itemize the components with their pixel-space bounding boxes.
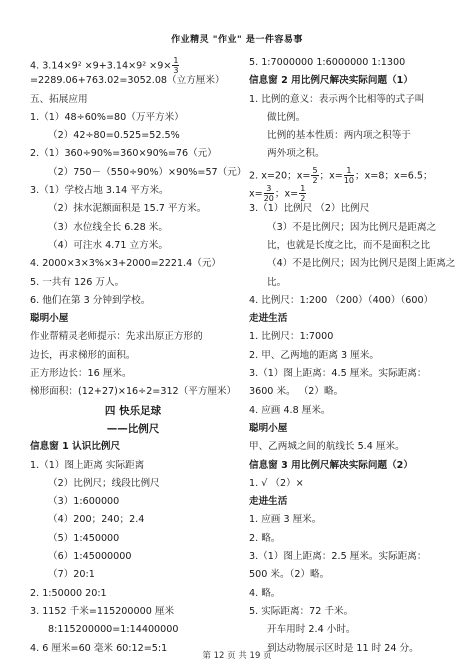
section-heading: 聪明小屋: [30, 313, 69, 325]
answer-line: 2. 略。: [249, 532, 281, 544]
answer-line: 3600 米。 （2）略。: [249, 386, 344, 398]
answer-line: 6. 他们在第 3 分钟到学校。: [30, 294, 151, 306]
answer-line: （2）42÷80=0.525=52.5%: [48, 130, 180, 142]
answer-line: 3. 1152 千米=115200000 厘米: [30, 605, 175, 617]
section-heading: 信息窗 1 认识比例尺: [30, 441, 121, 453]
answer-line: 边长，再求梯形的面积。: [30, 349, 136, 361]
answer-line: 到达动物展示区时是 11 时 24 分。: [267, 642, 419, 654]
answer-line: 开车用时 2.4 小时。: [267, 624, 356, 636]
page-header: 作业精灵 "作业" 是一件容易事: [171, 35, 303, 45]
answer-line: 5. 一共有 126 万人。: [30, 276, 125, 288]
answer-line: 正方形边长：16 厘米。: [30, 368, 132, 380]
section-heading: 走进生活: [249, 313, 288, 325]
answer-line: 3.（1）图上距离：2.5 厘米。实际距离：: [249, 551, 427, 563]
answer-line: 2. x=20；x= $\frac{5}{2}$ ；x= $\frac{1}{10}$ ；x=8；x=6.5；: [249, 165, 433, 185]
answer-line: 做比例。: [267, 111, 306, 123]
answer-line: 1.（1）图上距离 实际距离: [30, 459, 145, 471]
answer-line: x= $\frac{3}{20}$ ；x= $\frac{1}{2}$: [249, 184, 306, 204]
page-footer: 第 12 页 共 19 页: [202, 651, 272, 661]
answer-line: =2289.06+763.02=3052.08（立方厘米）: [30, 75, 225, 87]
fraction: $\frac{3}{20}$: [263, 184, 274, 204]
answer-line: 2. 1:50000 20:1: [30, 587, 107, 599]
section-heading: 信息窗 3 用比例尺解决实际问题（2）: [249, 459, 413, 471]
answer-line: 8:115200000=1:14400000: [48, 624, 179, 636]
answer-line: （4）可注水 4.71 立方米。: [48, 239, 168, 251]
answer-line: （4）200；240；2.4: [48, 514, 145, 526]
answer-line: （3）1:600000: [48, 496, 120, 508]
answer-line: （3）不是比例尺；因为比例尺是距离之: [267, 221, 437, 233]
answer-line: 3.（1）比例尺 （2）比例尺: [249, 203, 370, 215]
answer-line: 4. 2000×3×3%×3+2000=2221.4（元）: [30, 258, 222, 270]
answer-line: （5）1:450000: [48, 532, 120, 544]
section-heading: 五、拓展应用: [30, 93, 88, 105]
answer-line: 作业帮精灵老师提示：先求出原正方形的: [30, 331, 203, 343]
answer-line: （7）20:1: [48, 569, 95, 581]
section-heading: 信息窗 2 用比例尺解决实际问题（1）: [249, 75, 413, 87]
answer-line: 2.（1）360÷90%=360×90%=76（元）: [30, 148, 217, 160]
chapter-title: 四 快乐足球: [104, 404, 162, 417]
answer-line: 5. 实际距离：72 千米。: [249, 605, 354, 617]
answer-line: 梯形面积：(12+27)×16÷2=312（平方厘米）: [30, 386, 237, 398]
answer-line: 甲、乙两城之间的航线长 5.4 厘米。: [249, 441, 405, 453]
answer-line: 4. 略。: [249, 587, 281, 599]
answer-line: （2）750－（550÷90%）×90%=57（元）: [48, 166, 247, 178]
answer-line: 5. 1:7000000 1:6000000 1:1300: [249, 57, 406, 68]
answer-line: 4. 应画 4.8 厘米。: [249, 404, 331, 416]
answer-line: （2）比例尺；线段比例尺: [48, 477, 160, 489]
answer-line: 500 米。（2）略。: [249, 569, 330, 581]
right-column: [249, 56, 456, 660]
answer-line: （4）不是比例尺；因为比例尺是图上距离之: [267, 258, 456, 270]
answer-line: 1.（1）48÷60%=80（万平方米）: [30, 111, 184, 123]
answer-line: 1. 应画 3 厘米。: [249, 514, 322, 526]
answer-line: （6）1:45000000: [48, 551, 132, 563]
answer-line: 3.（1）图上距离：4.5 厘米。实际距离：: [249, 368, 427, 380]
answer-line: 2. 甲、乙两地的距离 3 厘米。: [249, 349, 379, 361]
answer-line: 比例的基本性质：两内项之积等于: [267, 130, 411, 142]
fraction: $\frac{1}{2}$: [300, 184, 306, 204]
section-heading: 聪明小屋: [249, 422, 288, 434]
section-heading: 走进生活: [249, 496, 288, 508]
answer-line: 1. 比例的意义：表示两个比相等的式子叫: [249, 93, 425, 105]
answer-line: 4. 6 厘米=60 毫米 60:12=5:1: [30, 642, 168, 654]
answer-line: 1. 比例尺：1:7000: [249, 331, 334, 343]
answer-line: 4. 比例尺：1:200 （200）（400）（600）: [249, 294, 434, 306]
answer-line: 比。: [267, 276, 287, 288]
chapter-subtitle: ——比例尺: [106, 422, 160, 435]
answer-line: 3.（1）学校占地 3.14 平方米。: [30, 185, 169, 197]
fraction: $\frac{5}{2}$: [312, 165, 318, 185]
answer-line: （2）抹水泥额面积是 15.7 平方米。: [48, 203, 207, 215]
answer-line: 1. √ （2）×: [249, 477, 304, 489]
answer-line: 比，也就是长度之比，而不是面积之比: [267, 239, 431, 251]
answer-line: 4. 3.14×9² ×9+3.14×9² ×9× $\frac{1}{3}$: [30, 56, 179, 75]
answer-line: （3）水位线全长 6.28 米。: [48, 221, 168, 233]
fraction: $\frac{1}{3}$: [173, 56, 179, 75]
fraction: $\frac{1}{10}$: [343, 165, 355, 185]
answer-line: 两外项之积。: [267, 148, 325, 160]
